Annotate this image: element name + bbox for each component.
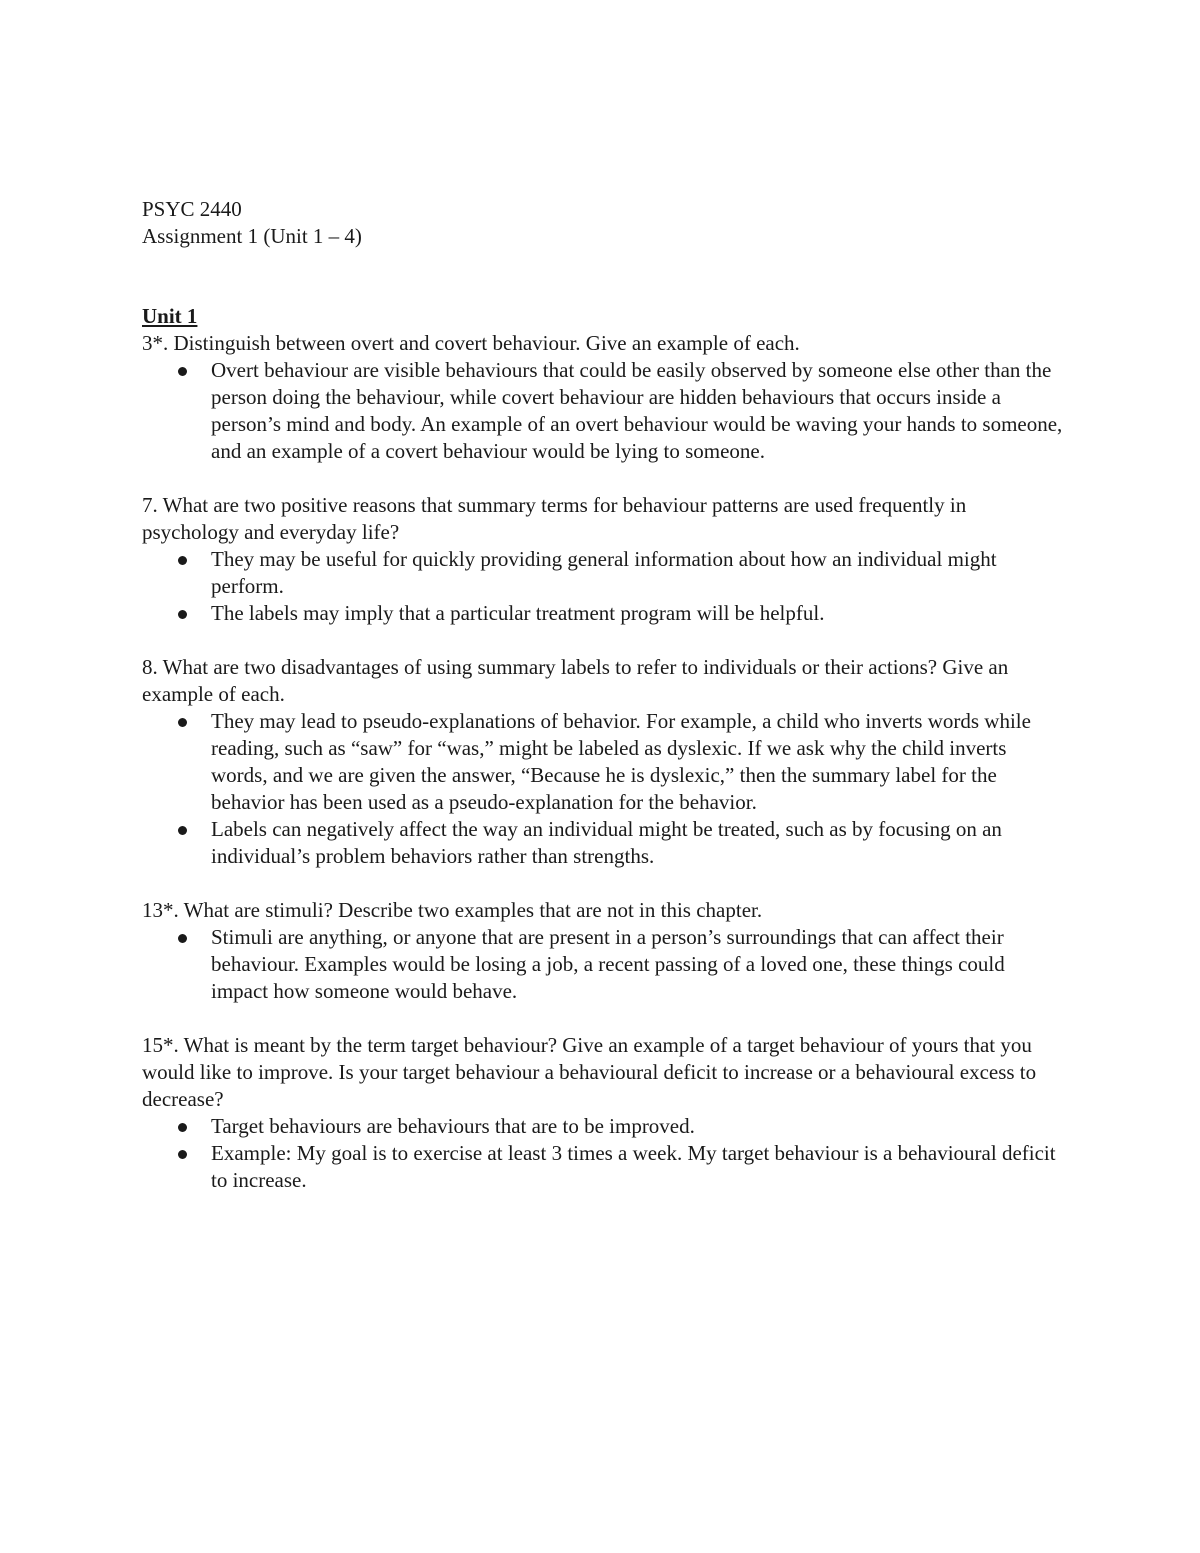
question-text: 13*. What are stimuli? Describe two examples that are not in this chapter. [142,898,763,922]
question-block [142,492,1067,627]
answer-list [142,1113,1067,1194]
bullet-icon [178,610,187,619]
answer-text: Overt behaviour are visible behaviours that could be easily observed by someone else other than the person doing the behaviour, while covert behaviour are hidden behaviours that occurs inside a person’s mind and body. An example of an overt behaviour would be waving your hands to someone, and an example of a covert behaviour would be lying to someone. [211,358,1063,463]
bullet-icon [178,718,187,727]
answer-text: Target behaviours are behaviours that are to be improved. [211,1114,695,1138]
answer-item [142,924,1067,1005]
bullet-icon [178,556,187,565]
unit-heading: Unit 1 [142,304,198,328]
bullet-icon [178,1123,187,1132]
question-block [142,330,1067,465]
question-text: 3*. Distinguish between overt and covert behaviour. Give an example of each. [142,331,800,355]
question-block [142,654,1067,870]
answer-list [142,708,1067,870]
bullet-icon [178,367,187,376]
answer-item [142,357,1067,465]
assignment-title: Assignment 1 (Unit 1 – 4) [142,224,362,248]
answer-text: Labels can negatively affect the way an individual might be treated, such as by focusing on an individual’s problem behaviors rather than strengths. [211,817,1002,868]
answer-text: Stimuli are anything, or anyone that are present in a person’s surroundings that can affect their behaviour. Examples would be losing a job, a recent passing of a loved one, these things could impact how someone would behave. [211,925,1005,1003]
question-text: 15*. What is meant by the term target behaviour? Give an example of a target behaviour of yours that you would like to improve. Is your target behaviour a behavioural deficit to increase or a behavioural excess to decrease? [142,1033,1037,1111]
course-code: PSYC 2440 [142,197,242,221]
spacer [142,250,1067,303]
answer-list [142,357,1067,465]
answer-item [142,600,1067,627]
answer-list [142,546,1067,627]
spacer [142,627,1067,654]
bullet-icon [178,1150,187,1159]
answer-list [142,924,1067,1005]
question-text: 7. What are two positive reasons that summary terms for behaviour patterns are used frequently in psychology and everyday life? [142,493,967,544]
question-block [142,1032,1067,1194]
answer-item [142,546,1067,600]
answer-text: They may lead to pseudo-explanations of behavior. For example, a child who inverts words while reading, such as “saw” for “was,” might be labeled as dyslexic. If we ask why the child inverts words, and we are given the answer, “Because he is dyslexic,” then the summary label for the behavior has been used as a pseudo-explanation for the behavior. [211,709,1031,814]
answer-text: The labels may imply that a particular treatment program will be helpful. [211,601,825,625]
document-page [142,196,1067,1194]
question-text: 8. What are two disadvantages of using summary labels to refer to individuals or their actions? Give an example of each. [142,655,1009,706]
bullet-icon [178,826,187,835]
question-block [142,897,1067,1005]
bullet-icon [178,934,187,943]
spacer [142,870,1067,897]
spacer [142,465,1067,492]
answer-text: Example: My goal is to exercise at least 3 times a week. My target behaviour is a behavioural deficit to increase. [211,1141,1056,1192]
answer-item [142,1113,1067,1140]
answer-item [142,1140,1067,1194]
answer-item [142,816,1067,870]
answer-text: They may be useful for quickly providing general information about how an individual might perform. [211,547,997,598]
spacer [142,1005,1067,1032]
answer-item [142,708,1067,816]
